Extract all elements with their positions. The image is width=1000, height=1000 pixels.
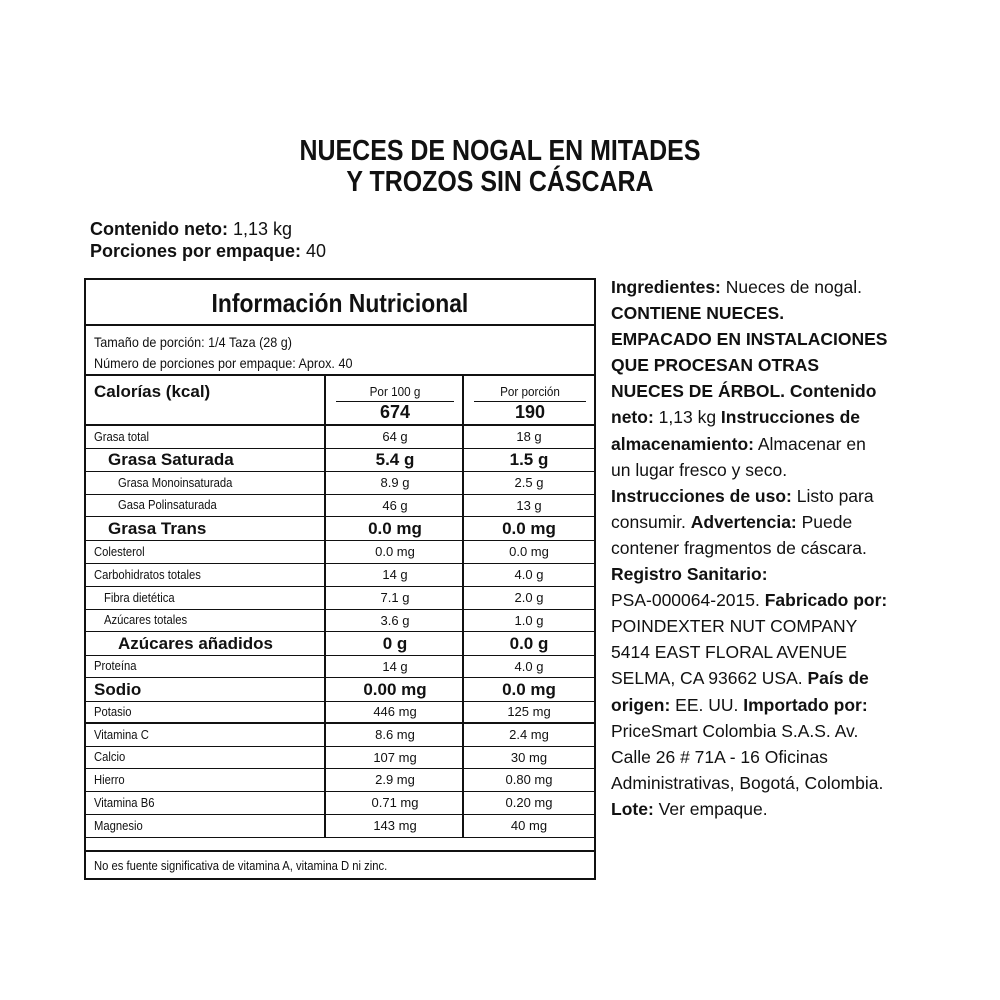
nutrient-name: Gasa Polinsaturada bbox=[118, 498, 217, 512]
product-title-line1: NUECES DE NOGAL EN MITADES bbox=[299, 135, 701, 167]
nutrient-row bbox=[86, 656, 594, 678]
value-text: Listo para bbox=[791, 485, 874, 506]
value-per-100g: 7.1 g bbox=[380, 590, 410, 605]
ingr-line bbox=[611, 796, 941, 822]
nutrient-row bbox=[86, 541, 594, 564]
nutrient-name: Colesterol bbox=[94, 545, 145, 559]
ingr-line bbox=[611, 509, 941, 535]
net-content bbox=[90, 218, 326, 240]
value-per-portion: 0.80 mg bbox=[505, 772, 553, 787]
value-per-portion: 0.20 mg bbox=[505, 795, 553, 810]
nutrition-table bbox=[84, 278, 596, 880]
nutrient-name: Vitamina B6 bbox=[94, 796, 155, 810]
ingr-line bbox=[611, 561, 941, 587]
ingr-line bbox=[611, 404, 941, 430]
nutrient-name: Sodio bbox=[94, 680, 142, 699]
ingr-line bbox=[611, 770, 941, 796]
value-per-portion: 1.5 g bbox=[509, 450, 549, 469]
calories-100g: 674 bbox=[379, 402, 411, 422]
ingr-line bbox=[611, 300, 941, 326]
value-per-100g: 0.00 mg bbox=[363, 680, 427, 699]
value-per-100g: 446 mg bbox=[373, 704, 417, 719]
nutrient-row bbox=[86, 472, 594, 495]
ingr-line bbox=[611, 665, 941, 691]
value-per-portion: 2.5 g bbox=[514, 475, 544, 490]
value-text: SELMA, CA 93662 USA. bbox=[611, 668, 808, 689]
value-per-portion: 30 mg bbox=[510, 750, 548, 765]
label-text: Instrucciones de uso: bbox=[611, 485, 792, 506]
col-100g bbox=[324, 374, 464, 424]
value-text: consumir. bbox=[611, 511, 691, 532]
value-text: Administrativas, Bogotá, Colombia. bbox=[611, 772, 884, 793]
col-portion bbox=[462, 374, 596, 424]
ingr-line bbox=[611, 378, 941, 404]
value-per-100g: 143 mg bbox=[373, 818, 417, 833]
nutrient-name: Hierro bbox=[94, 773, 125, 787]
nutrient-name: Azúcares añadidos bbox=[118, 634, 273, 653]
value-per-portion: 13 g bbox=[516, 498, 542, 513]
value-per-100g: 8.9 g bbox=[380, 475, 410, 490]
value-text: PSA-000064-2015. bbox=[611, 590, 765, 611]
net-content-label: Contenido neto: bbox=[90, 219, 228, 239]
value-text: EE. UU. bbox=[670, 694, 744, 715]
value-per-portion: 125 mg bbox=[507, 704, 551, 719]
allergen-text: NUECES DE ÁRBOL. Contenido bbox=[611, 381, 877, 402]
nutrient-name: Magnesio bbox=[94, 819, 143, 833]
nutrient-row bbox=[86, 678, 594, 702]
nutrient-name: Carbohidratos totales bbox=[94, 568, 201, 582]
value-per-portion: 2.0 g bbox=[514, 590, 544, 605]
label-text: neto: bbox=[611, 407, 654, 428]
calories-row bbox=[86, 374, 594, 426]
value-per-portion: 40 mg bbox=[510, 818, 548, 833]
portions bbox=[90, 240, 326, 262]
value-text: POINDEXTER NUT COMPANY bbox=[611, 616, 858, 637]
value-text: contener fragmentos de cáscara. bbox=[611, 537, 867, 558]
package-info bbox=[90, 218, 326, 262]
value-per-portion: 4.0 g bbox=[514, 567, 544, 582]
value-per-100g: 5.4 g bbox=[375, 450, 415, 469]
nutrient-row bbox=[86, 815, 594, 838]
value-per-portion: 0.0 mg bbox=[502, 680, 556, 699]
label-text: Registro Sanitario: bbox=[611, 564, 768, 585]
allergen-text: EMPACADO EN INSTALACIONES bbox=[611, 329, 888, 350]
col-100g-header: Por 100 g bbox=[369, 384, 421, 399]
portions-label: Porciones por empaque: bbox=[90, 241, 302, 261]
product-title bbox=[70, 136, 930, 198]
nutrient-name: Vitamina C bbox=[94, 728, 149, 742]
value-text: PriceSmart Colombia S.A.S. Av. bbox=[611, 720, 859, 741]
value-per-100g: 107 mg bbox=[373, 750, 417, 765]
servings-per-pack: Número de porciones por empaque: Aprox. 40 bbox=[94, 355, 353, 371]
label-text: Importado por: bbox=[743, 694, 868, 715]
value-text: Calle 26 # 71A - 16 Oficinas bbox=[611, 746, 828, 767]
value-per-100g: 0.0 mg bbox=[375, 544, 415, 559]
nutrient-row bbox=[86, 747, 594, 769]
nutrition-heading bbox=[86, 280, 594, 326]
nutrient-row bbox=[86, 587, 594, 610]
nutrient-row bbox=[86, 610, 594, 632]
value-per-portion: 2.4 mg bbox=[509, 727, 549, 742]
label-text: Lote: bbox=[611, 798, 654, 819]
ingr-line bbox=[611, 692, 941, 718]
ingr-line bbox=[611, 613, 941, 639]
ingr-line bbox=[611, 352, 941, 378]
value-per-portion: 1.0 g bbox=[514, 613, 544, 628]
value-text: 5414 EAST FLORAL AVENUE bbox=[611, 642, 848, 663]
value-per-100g: 8.6 mg bbox=[375, 727, 415, 742]
nutrient-row bbox=[86, 495, 594, 517]
nutrient-row bbox=[86, 449, 594, 472]
ingr-line bbox=[611, 718, 941, 744]
ingr-line bbox=[611, 431, 941, 457]
serving-info bbox=[86, 324, 594, 376]
nutrient-name: Grasa Trans bbox=[108, 519, 207, 538]
nutrition-heading-text: Información Nutricional bbox=[211, 288, 469, 318]
label-text: Instrucciones de bbox=[720, 407, 860, 428]
calories-label: Calorías (kcal) bbox=[94, 382, 211, 401]
value-per-100g: 0 g bbox=[382, 634, 408, 653]
value-per-100g: 46 g bbox=[382, 498, 408, 513]
label-text: origen: bbox=[611, 694, 671, 715]
nutrient-row bbox=[86, 564, 594, 587]
label-text: País de bbox=[807, 668, 869, 689]
nutrient-name: Potasio bbox=[94, 705, 132, 719]
nutrient-name: Fibra dietética bbox=[104, 591, 175, 605]
calories-portion: 190 bbox=[514, 402, 546, 422]
serving-size: Tamaño de porción: 1/4 Taza (28 g) bbox=[94, 334, 292, 350]
value-per-portion: 0.0 mg bbox=[502, 519, 556, 538]
nutrient-row bbox=[86, 724, 594, 747]
nutrient-row bbox=[86, 702, 594, 724]
ingr-line bbox=[611, 535, 941, 561]
ingredients-panel bbox=[611, 274, 941, 822]
value-text: Almacenar en bbox=[753, 433, 866, 454]
nutrient-name: Grasa total bbox=[94, 430, 150, 444]
value-per-portion: 18 g bbox=[516, 429, 542, 444]
value-per-portion: 0.0 g bbox=[509, 634, 549, 653]
value-text: un lugar fresco y seco. bbox=[611, 459, 788, 480]
nutrient-row bbox=[86, 632, 594, 656]
footnote-text: No es fuente significativa de vitamina A, vitamina D ni zinc. bbox=[94, 859, 388, 873]
nutrient-name: Calcio bbox=[94, 750, 126, 764]
label-text: Fabricado por: bbox=[764, 590, 888, 611]
product-title-line2: Y TROZOS SIN CÁSCARA bbox=[346, 166, 654, 198]
nutrient-row bbox=[86, 517, 594, 541]
value-per-100g: 2.9 mg bbox=[375, 772, 415, 787]
value-per-portion: 4.0 g bbox=[514, 659, 544, 674]
allergen-text: QUE PROCESAN OTRAS bbox=[611, 355, 820, 376]
nutrient-name: Grasa Saturada bbox=[108, 450, 234, 469]
value-per-100g: 14 g bbox=[382, 659, 408, 674]
value-text: 1,13 kg bbox=[653, 407, 721, 428]
nutrient-row bbox=[86, 426, 594, 449]
nutrient-name: Proteína bbox=[94, 659, 137, 673]
nutrient-rows bbox=[86, 426, 594, 838]
value-text: Ver empaque. bbox=[653, 798, 768, 819]
value-text: Puede bbox=[796, 511, 853, 532]
ingr-line bbox=[611, 274, 941, 300]
ingr-line bbox=[611, 587, 941, 613]
value-per-100g: 0.71 mg bbox=[371, 795, 419, 810]
portions-value: 40 bbox=[301, 241, 327, 261]
ingr-line bbox=[611, 639, 941, 665]
value-per-portion: 0.0 mg bbox=[509, 544, 549, 559]
value-per-100g: 14 g bbox=[382, 567, 408, 582]
nutrient-row bbox=[86, 792, 594, 815]
allergen-text: CONTIENE NUECES. bbox=[611, 303, 785, 324]
nutrient-row bbox=[86, 769, 594, 792]
net-content-value: 1,13 kg bbox=[227, 219, 293, 239]
ingredients-label: Ingredientes: bbox=[611, 277, 721, 297]
ingredients-text: Nueces de nogal. bbox=[720, 277, 862, 297]
value-per-100g: 64 g bbox=[382, 429, 408, 444]
label-text: Advertencia: bbox=[690, 511, 797, 532]
nutrient-name: Grasa Monoinsaturada bbox=[118, 476, 233, 490]
ingr-line bbox=[611, 457, 941, 483]
value-per-100g: 3.6 g bbox=[380, 613, 410, 628]
value-per-100g: 0.0 mg bbox=[368, 519, 422, 538]
ingr-line bbox=[611, 483, 941, 509]
label-text: almacenamiento: bbox=[611, 433, 754, 454]
col-portion-header: Por porción bbox=[500, 384, 560, 399]
ingr-line bbox=[611, 326, 941, 352]
nutrient-name: Azúcares totales bbox=[104, 613, 188, 627]
footnote bbox=[86, 850, 594, 882]
ingr-line bbox=[611, 744, 941, 770]
